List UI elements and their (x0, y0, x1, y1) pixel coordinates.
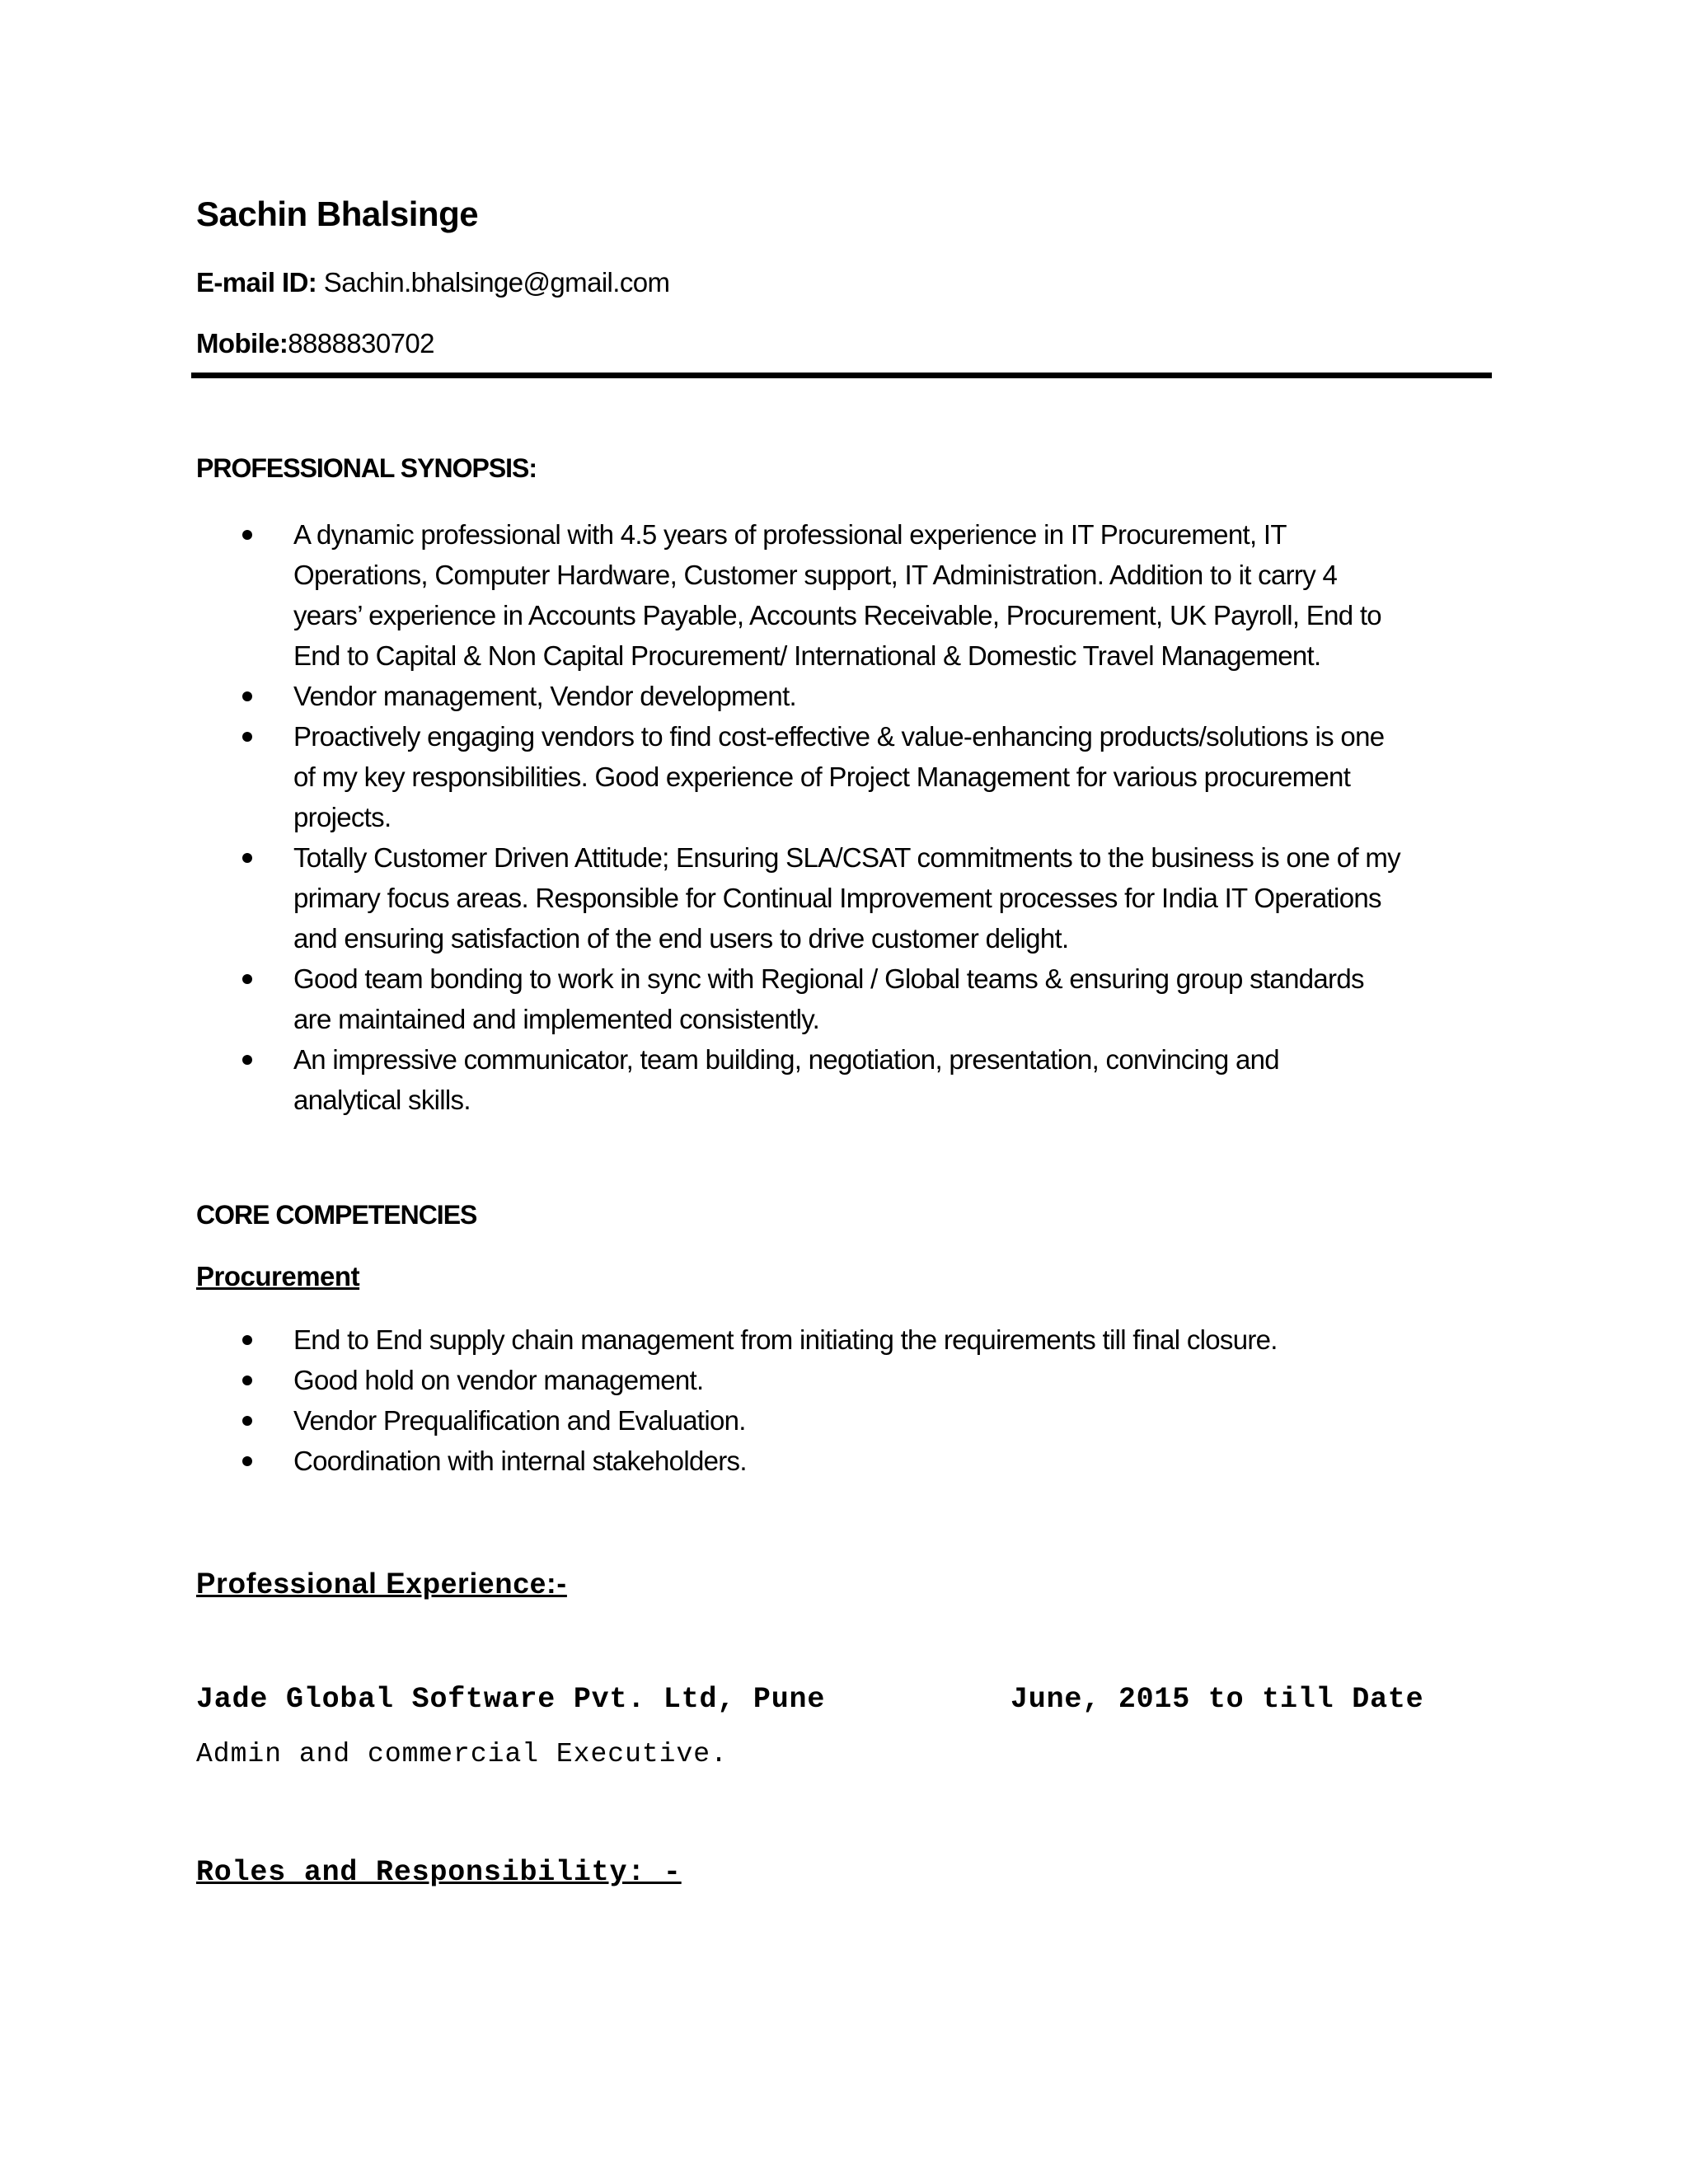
list-item-line: Proactively engaging vendors to find cost-effective & value-enhancing products/solutions is one (293, 721, 1385, 752)
bullet-icon (242, 1335, 252, 1345)
professional-experience-heading: Professional Experience:- (196, 1568, 567, 1600)
list-item (293, 958, 1400, 1039)
mobile-label: Mobile: (196, 328, 288, 359)
list-item-line: are maintained and implemented consistently. (293, 1004, 820, 1034)
mobile-line (196, 328, 434, 359)
list-item-line: A dynamic professional with 4.5 years of professional experience in IT Procurement, IT (293, 519, 1287, 550)
list-item-line: Totally Customer Driven Attitude; Ensuring SLA/CSAT commitments to the business is one of my (293, 842, 1400, 873)
bullet-icon (242, 691, 252, 701)
list-item-line: of my key responsibilities. Good experience of Project Management for various procurement (293, 762, 1351, 792)
list-item-line: Operations, Computer Hardware, Customer support, IT Administration. Addition to it carry 4 (293, 560, 1338, 590)
list-item-line: analytical skills. (293, 1085, 471, 1115)
list-item (293, 1039, 1400, 1120)
roles-heading: Roles and Responsibility: - (196, 1856, 682, 1889)
list-item (293, 1441, 1278, 1481)
procurement-list (293, 1319, 1278, 1481)
list-item-line: and ensuring satisfaction of the end users to drive customer delight. (293, 923, 1069, 954)
list-item (293, 676, 1400, 716)
email-value: Sachin.bhalsinge@gmail.com (323, 267, 670, 298)
bullet-icon (242, 732, 252, 742)
job-title: Admin and commercial Executive. (196, 1739, 728, 1769)
list-item (293, 1319, 1278, 1360)
list-item-line: projects. (293, 802, 392, 832)
bullet-icon (242, 1456, 252, 1466)
list-item-line: primary focus areas. Responsible for Continual Improvement processes for India IT Operations (293, 883, 1381, 913)
list-item-line: years’ experience in Accounts Payable, Accounts Receivable, Procurement, UK Payroll, End to (293, 600, 1381, 630)
synopsis-list (293, 514, 1400, 1120)
email-line (196, 267, 669, 298)
mobile-value: 8888830702 (288, 328, 434, 359)
list-item (293, 1360, 1278, 1400)
list-item-line: An impressive communicator, team building, negotiation, presentation, convincing and (293, 1044, 1279, 1075)
bullet-icon (242, 974, 252, 984)
list-item-line: Good team bonding to work in sync with Regional / Global teams & ensuring group standards (293, 963, 1364, 994)
bullet-icon (242, 530, 252, 540)
core-competencies-heading: CORE COMPETENCIES (196, 1200, 477, 1230)
candidate-name: Sachin Bhalsinge (196, 194, 479, 233)
list-item-line: Vendor management, Vendor development. (293, 681, 797, 711)
bullet-icon (242, 1055, 252, 1065)
employment-dates: June, 2015 to till Date (1010, 1683, 1424, 1716)
bullet-icon (242, 853, 252, 863)
list-item-line: Vendor Prequalification and Evaluation. (293, 1405, 746, 1436)
header-divider (191, 373, 1492, 378)
bullet-icon (242, 1416, 252, 1426)
company-name: Jade Global Software Pvt. Ltd, Pune (196, 1683, 826, 1716)
synopsis-heading: PROFESSIONAL SYNOPSIS: (196, 453, 537, 483)
email-label: E-mail ID: (196, 267, 317, 298)
list-item (293, 837, 1400, 958)
list-item-line: End to Capital & Non Capital Procurement/ International & Domestic Travel Management. (293, 640, 1321, 671)
list-item (293, 1400, 1278, 1441)
list-item-line: Coordination with internal stakeholders. (293, 1446, 747, 1476)
procurement-subheading: Procurement (196, 1261, 360, 1291)
bullet-icon (242, 1376, 252, 1385)
list-item-line: End to End supply chain management from initiating the requirements till final closure. (293, 1324, 1278, 1355)
list-item (293, 514, 1400, 676)
list-item (293, 716, 1400, 837)
list-item-line: Good hold on vendor management. (293, 1365, 704, 1395)
